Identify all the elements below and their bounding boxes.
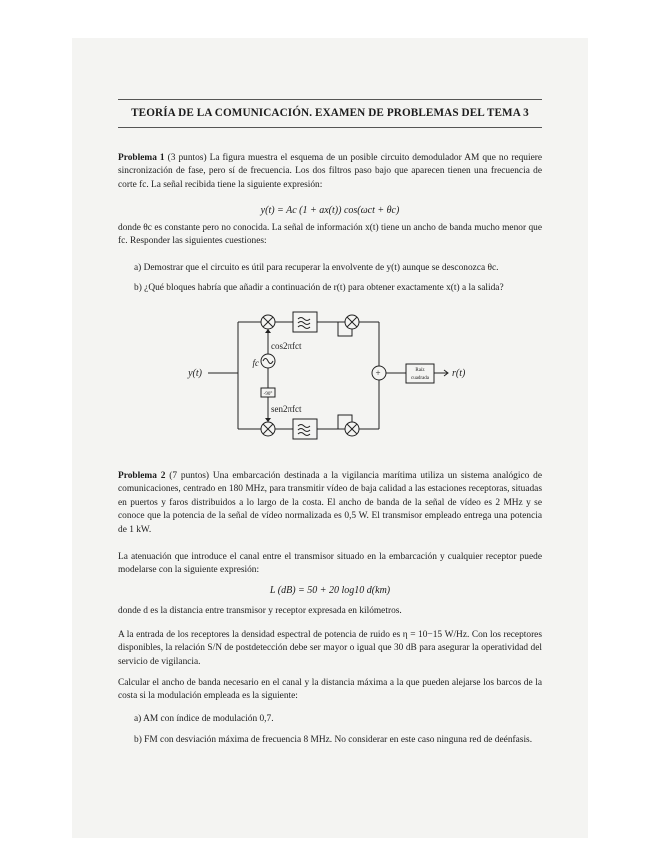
sen-label: sen2πfct [271, 404, 302, 414]
problem1-question-b: b) ¿Qué bloques habría que añadir a continuación de r(t) para obtener exactamente x(t) a la salida? [134, 283, 504, 293]
problem2-intro-text: Una embarcación destinada a la vigilancia marítima utiliza un sistema analógico de comunicaciones, centrado en 180 MHz, para transmitir vídeo de baja calidad a las estaciones receptoras, situadas en puertos y faros distribuidos a lo largo de la costa. El ancho de banda de la señal de vídeo es 2 MHz y se conoce que la potencia de la señal de vídeo normalizada es 0,5 W. El transmisor empleado entrega una potencia de 1 kW. [118, 471, 543, 535]
problem1-intro-text: La figura muestra el esquema de un posible circuito demodulador AM que no requiere sincronización de fase, pero sí de frecuencia. Los dos filtros paso bajo que aparecen tienen una frecuencia de corte fc. La señal recibida tiene la siguiente expresión: [118, 153, 543, 190]
upper-lowpass-filter [293, 312, 317, 332]
problem2-intro [118, 470, 542, 537]
input-label: y(t) [188, 368, 202, 379]
problem1-equation: y(t) = Ac (1 + ax(t)) cos(ωct + θc) [260, 205, 400, 216]
problem1-question-a: a) Demostrar que el circuito es útil para recuperar la envolvente de y(t) aunque se desconozca θc. [134, 263, 499, 273]
problem2-question-b: b) FM con desviación máxima de frecuencia 8 MHz. No considerar en este caso ninguna red de deénfasis. [134, 735, 533, 745]
demodulator-diagram [180, 302, 490, 450]
problem2-attenuation-text: La atenuación que introduce el canal entre el transmisor situado en la embarcación y cualquier receptor puede modelarse con la siguiente expresión: [118, 552, 542, 576]
lower-carrier-arrow [265, 418, 271, 422]
phase-label: -90° [263, 392, 273, 397]
problem1-after-equation: donde θc es constante pero no conocida. La señal de información x(t) tiene un ancho de banda mucho menor que fc. Responder las siguientes cuestiones: [118, 223, 542, 247]
sqrt-label-line2: cuadrada [410, 376, 430, 381]
problem2-equation: L (dB) = 50 + 20 log10 d(km) [269, 585, 391, 596]
sqrt-label-line1: Raíz [415, 368, 425, 373]
oscillator-label: fc [252, 358, 259, 368]
problem1-intro [118, 152, 542, 192]
problem2-points: (7 puntos) [169, 471, 210, 481]
cos-label: cos2πfct [271, 341, 302, 351]
output-label: r(t) [452, 368, 466, 379]
adder-symbol: + [375, 368, 381, 378]
problem2-task-text: Calcular el ancho de banda necesario en el canal y la distancia máxima a la que pueden alejarse los barcos de la costa si la modulación empleada es la siguiente: [118, 678, 542, 702]
problem2-noise-text: A la entrada de los receptores la densidad espectral de potencia de ruido es η = 10−15 W/Hz. Con los receptores disponibles, la relación S/N de postdetección debe ser mayor o igual que 30 dB para asegurar la operatividad del servicio de vigilancia. [118, 630, 542, 667]
header-rule-top [118, 99, 542, 100]
problem2-label: Problema 2 [118, 471, 166, 481]
upper-carrier-arrow [265, 329, 271, 333]
lower-lowpass-filter [293, 419, 317, 439]
problem1-label: Problema 1 [118, 153, 165, 163]
page-title: TEORÍA DE LA COMUNICACIÓN. EXAMEN DE PROBLEMAS DEL TEMA 3 [131, 107, 529, 119]
problem2-question-a: a) AM con índice de modulación 0,7. [134, 714, 274, 724]
problem2-distance-text: donde d es la distancia entre transmisor y receptor expresada en kilómetros. [118, 606, 402, 616]
header-rule-bottom [118, 127, 542, 128]
problem1-points: (3 puntos) [167, 153, 207, 163]
